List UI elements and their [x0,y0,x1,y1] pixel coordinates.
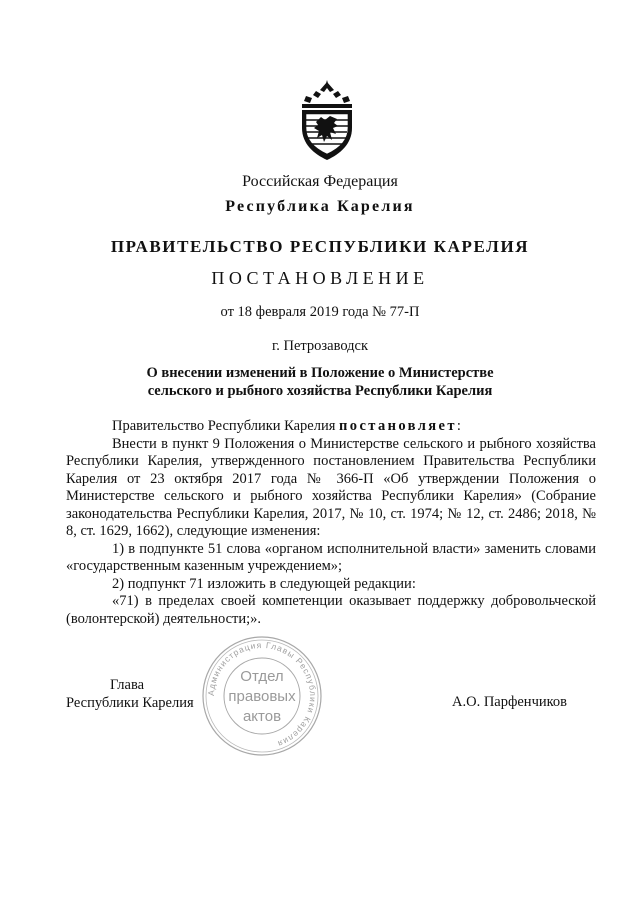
stamp-ring-text: Администрация Главы Республики Карелия [205,639,319,750]
body-paragraph: Внести в пункт 9 Положения о Министерстве сельского и рыбного хозяйства Республики Карелия, утвержденного постановлением Правительства Республики Карелия от 23 октября 2017 года № 366-П «Об утверждении Положения о Министерстве сельского и рыбного хозяйства Республики Карелия» (Собрание законодательства Республики Карелия, 2017, № 10, ст. 1974; № 12, ст. 2486; 2018, № 8, ст. 1629, 1662), следующие изменения: [66,435,596,539]
intro-text: Правительство Республики Карелия [112,418,340,434]
document-city: г. Петрозаводск [271,338,369,354]
stamp-line: актов [242,708,282,725]
body-paragraph: 1) в подпункте 51 слова «органом исполнительной власти» заменить словами «государственным казенным учреждением»; [66,540,596,574]
document-title [0,364,640,400]
stamp-line: Отдел [240,668,284,685]
document-date-number: от 18 февраля 2019 года № 77-П [220,304,420,320]
signature-position-line: Республики Карелия [66,695,194,711]
document-title-line: О внесении изменений в Положение о Министерстве [146,365,494,381]
karelia-coat-of-arms-icon [294,78,360,162]
document-type: ПОСТАНОВЛЕНИЕ [211,268,429,288]
intro-keyword: постановляет [339,418,457,434]
body-paragraph: «71) в пределах своей компетенции оказывает поддержку добровольческой (волонтерской) деятельности;». [66,593,596,627]
signature-position [66,676,194,712]
legal-department-stamp [200,634,324,758]
document-body [66,418,596,628]
body-paragraph: 2) подпункт 71 изложить в следующей редакции: [112,575,416,592]
country-name: Российская Федерация [242,173,398,190]
republic-name: Республика Карелия [225,198,415,215]
government-heading: ПРАВИТЕЛЬСТВО РЕСПУБЛИКИ КАРЕЛИЯ [110,237,530,256]
signatory-name: А.О. Парфенчиков [452,694,568,710]
intro-colon: : [456,418,461,434]
resolution-intro [66,418,596,436]
stamp-line: правовых [228,688,296,705]
document-title-line: сельского и рыбного хозяйства Республики Карелия [147,383,493,399]
signature-position-line: Глава [110,677,145,693]
